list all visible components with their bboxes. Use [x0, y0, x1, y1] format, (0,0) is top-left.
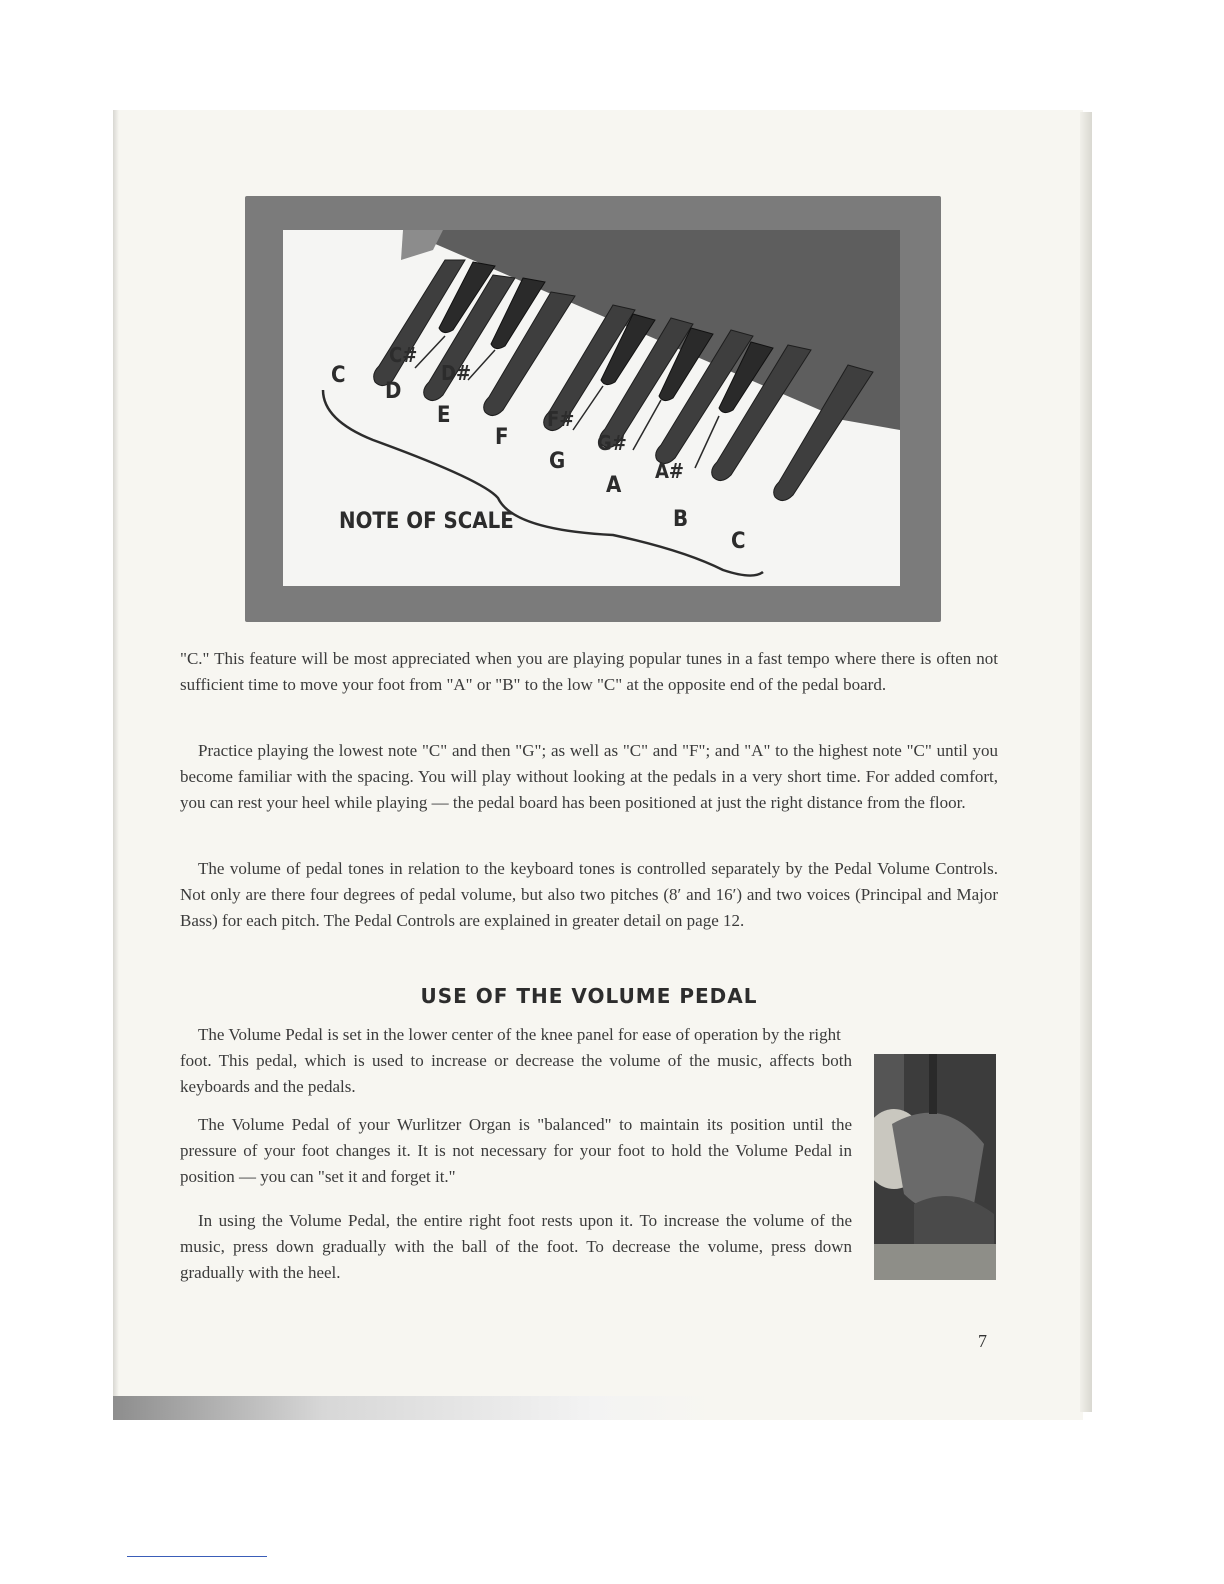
section-heading: USE OF THE VOLUME PEDAL [420, 984, 758, 1008]
paragraph-using-pedal: In using the Volume Pedal, the entire right foot rests upon it. To increase the volume of the music, press down gradually with the ball of the foot. To decrease the volume, press down gradually with the heel. [180, 1211, 852, 1282]
label-g-sharp: G# [597, 431, 627, 455]
label-b: B [673, 507, 689, 532]
footer-underline [127, 1556, 267, 1557]
label-a-sharp: A# [655, 459, 685, 483]
volume-pedal-image [874, 1054, 996, 1280]
paragraph-pedal-volume: The volume of pedal tones in relation to the keyboard tones is controlled separately by the Pedal Volume Controls. Not only are there four degrees of pedal volume, but also two pitches (8′ and 16′) and two voices (Principal and Major Bass) for each pitch. The Pedal Controls are explained in greater detail on page 12. [180, 859, 998, 930]
label-f-sharp: F# [547, 407, 575, 431]
label-c-sharp: C# [389, 343, 418, 367]
label-note-of-scale: NOTE OF SCALE [339, 509, 514, 534]
page-number: 7 [978, 1331, 987, 1351]
paragraph-balanced: The Volume Pedal of your Wurlitzer Organ is "balanced" to maintain its position until the pressure of your foot changes it. It is not necessary for your foot to hold the Volume Pedal in position — you can "set it and forget it." [180, 1115, 852, 1186]
organ-corner [401, 230, 443, 260]
label-g: G [549, 449, 566, 474]
page-left-shadow [113, 110, 119, 1420]
label-e: E [437, 403, 451, 428]
page-right-edge [1080, 112, 1092, 1412]
paragraph-practice: Practice playing the lowest note "C" and then "G"; as well as "C" and "F"; and "A" to the highest note "C" until you become familiar with the spacing. You will play without looking at the pedals in a very short time. For added comfort, you can rest your heel while playing — the pedal board has been positioned at just the right distance from the floor. [180, 741, 998, 812]
label-d: D [385, 379, 402, 404]
volume-pedal-photo [874, 1054, 996, 1280]
label-f: F [495, 425, 509, 450]
paragraph-continuation: "C." This feature will be most appreciated when you are playing popular tunes in a fast tempo where there is often not sufficient time to move your foot from "A" or "B" to the low "C" at the opposite end of the pedal board. [180, 649, 998, 694]
label-a: A [606, 473, 622, 498]
paragraph-volume-pedal-line1: The Volume Pedal is set in the lower center of the knee panel for ease of operation by the right [198, 1025, 841, 1044]
label-c-high: C [731, 529, 746, 554]
pedal-board-figure [245, 196, 941, 622]
label-d-sharp: D# [441, 361, 472, 385]
label-c-low: C [331, 363, 346, 388]
page-bottom-strip [113, 1396, 713, 1420]
pedal-board-photo [283, 230, 900, 586]
paragraph-volume-pedal-rest: foot. This pedal, which is used to increase or decrease the volume of the music, affects both keyboards and the pedals. [180, 1051, 852, 1096]
pedal-board-illustration [283, 230, 900, 586]
